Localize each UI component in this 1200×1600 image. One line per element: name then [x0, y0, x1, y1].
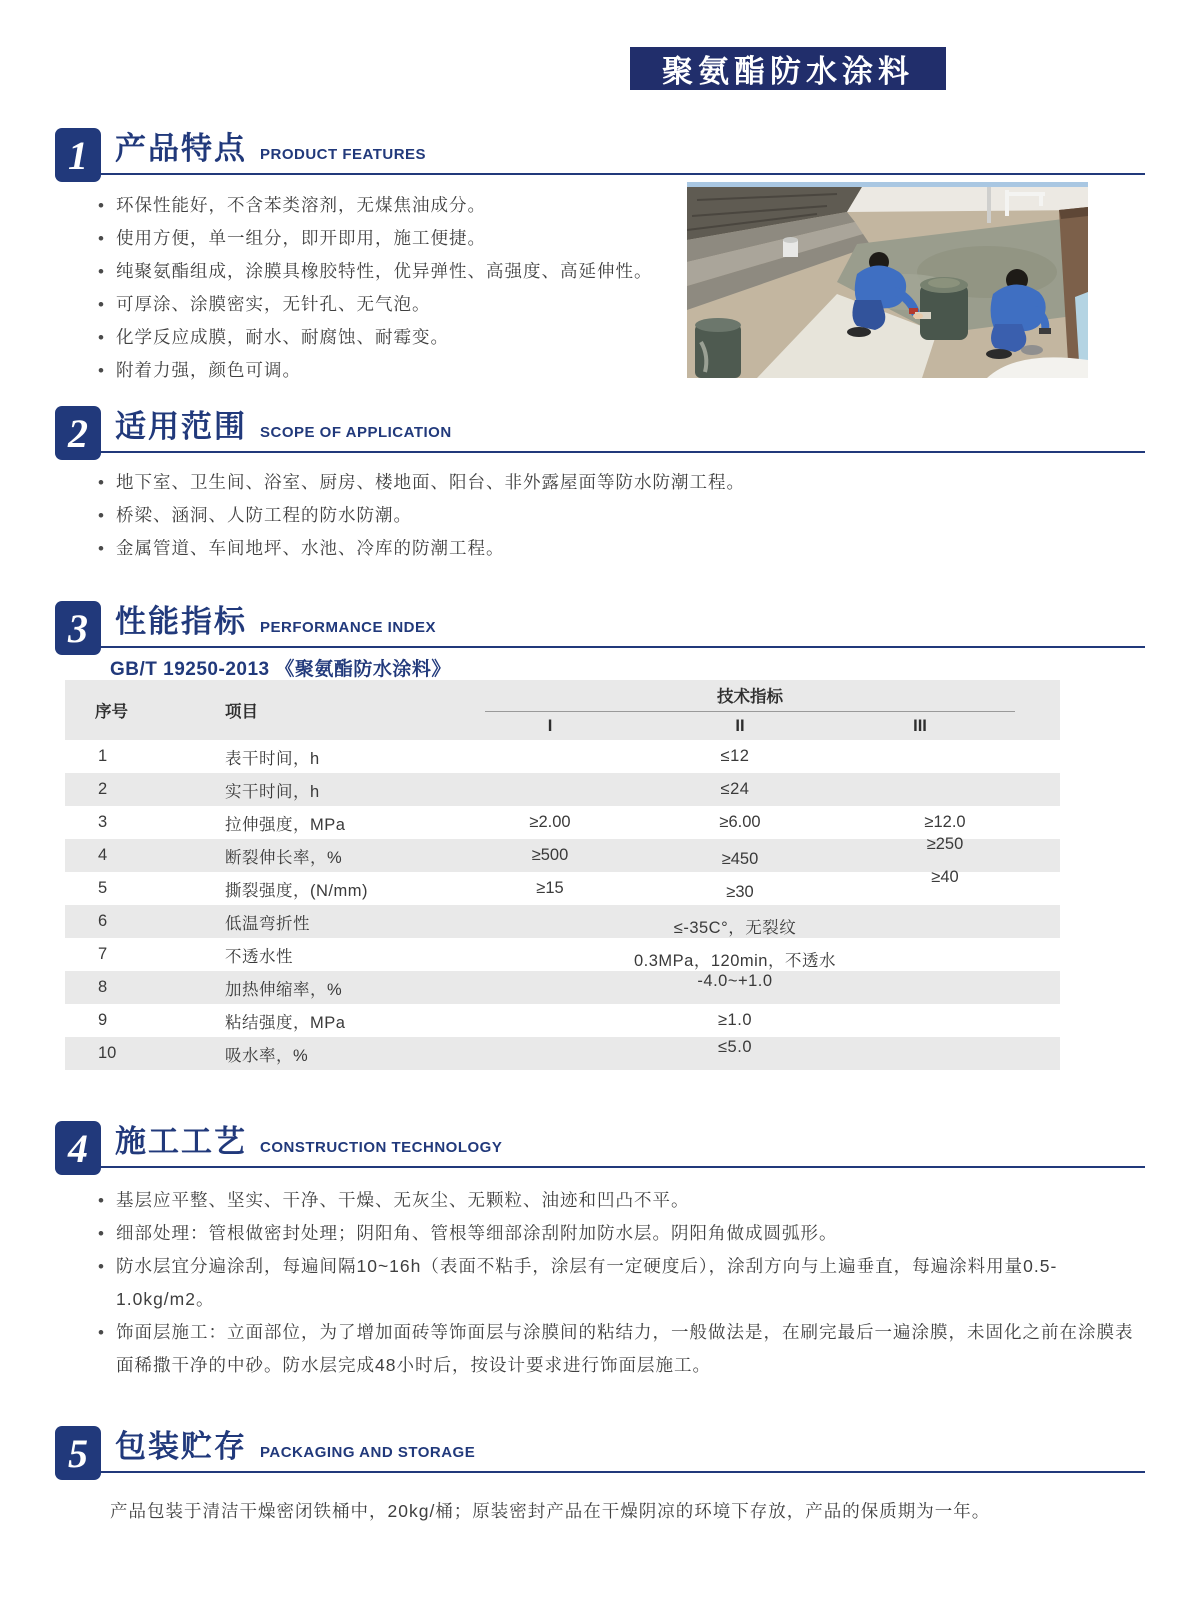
section-5-title-cn: 包装贮存 — [115, 1429, 247, 1464]
section-4-number-badge — [55, 1121, 101, 1175]
table-header — [65, 680, 1060, 740]
section-5-number-badge — [55, 1426, 101, 1480]
column-header-no: 序号 — [95, 703, 128, 721]
product-photo — [687, 182, 1088, 378]
table-row — [65, 1037, 1060, 1070]
list-item: • 防水层宜分遍涂刮，每遍间隔10~16h（表面不粘手，涂层有一定硬度后），涂刮方向与上遍垂直，每遍涂料用量0.5-1.0kg/m2。 — [96, 1250, 1146, 1316]
row-value: ≤5.0 — [718, 1038, 752, 1056]
column-header-I: I — [547, 716, 553, 735]
section-1-title-en: PRODUCT FEATURES — [260, 146, 427, 163]
row-item: 加热伸缩率，% — [225, 980, 343, 999]
page-title: 聚氨酯防水涂料 — [630, 47, 946, 90]
table-row — [65, 1004, 1060, 1037]
list-item: • 地下室、卫生间、浴室、厨房、楼地面、阳台、非外露屋面等防水防潮工程。 — [96, 466, 1096, 499]
row-value-II: ≥6.00 — [719, 813, 761, 831]
section-2-titles — [101, 401, 1145, 453]
list-item: • 环保性能好，不含苯类溶剂，无煤焦油成分。 — [96, 189, 686, 222]
section-2-header — [55, 401, 1145, 456]
row-no: 10 — [98, 1044, 117, 1062]
row-no: 1 — [98, 747, 108, 765]
section-3-titles — [101, 596, 1145, 648]
column-header-III: III — [913, 716, 927, 735]
row-item: 粘结强度，MPa — [225, 1013, 346, 1032]
section-number: 3 — [68, 605, 88, 651]
section-number: 2 — [68, 410, 88, 456]
row-no: 3 — [98, 813, 108, 831]
column-header-item: 项目 — [225, 703, 258, 721]
row-no: 2 — [98, 780, 108, 798]
section-number: 4 — [68, 1125, 88, 1171]
section-number: 5 — [68, 1430, 88, 1476]
row-value-I: ≥500 — [531, 846, 569, 864]
column-header-II: II — [735, 716, 745, 735]
section-1-header — [55, 123, 1145, 178]
row-no: 4 — [98, 846, 108, 864]
performance-index-table — [65, 680, 1060, 1070]
row-item: 不透水性 — [225, 947, 293, 966]
row-value-II: ≥450 — [721, 850, 759, 868]
list-item: • 金属管道、车间地坪、水池、冷库的防潮工程。 — [96, 532, 1096, 565]
row-value: ≤24 — [720, 780, 750, 798]
row-item: 吸水率，% — [225, 1046, 309, 1065]
row-no: 9 — [98, 1011, 108, 1029]
section-2-title-cn: 适用范围 — [115, 409, 247, 444]
row-value: 0.3MPa，120min，不透水 — [634, 951, 836, 970]
list-item: • 基层应平整、坚实、干净、干燥、无灰尘、无颗粒、油迹和凹凸不平。 — [96, 1184, 1146, 1217]
row-value: ≤-35C°，无裂纹 — [673, 918, 797, 937]
list-item: • 纯聚氨酯组成，涂膜具橡胶特性，优异弹性、高强度、高延伸性。 — [96, 255, 686, 288]
construction-technology-list — [96, 1184, 1146, 1382]
section-3-number-badge — [55, 601, 101, 655]
list-item: • 附着力强，颜色可调。 — [96, 354, 686, 387]
section-2-title-en: SCOPE OF APPLICATION — [260, 424, 452, 441]
row-item: 撕裂强度，(N/mm) — [225, 881, 368, 900]
table-row — [65, 740, 1060, 773]
section-4-title-cn: 施工工艺 — [115, 1124, 247, 1159]
row-item: 拉伸强度，MPa — [225, 815, 346, 834]
packaging-storage-text: 产品包装于清洁干燥密闭铁桶中，20kg/桶；原装密封产品在干燥阴凉的环境下存放，产品的保质期为一年。 — [110, 1501, 991, 1521]
table-row — [65, 905, 1060, 938]
row-value-I: ≥15 — [536, 879, 564, 897]
section-5-header — [55, 1421, 1145, 1476]
section-4-title-en: CONSTRUCTION TECHNOLOGY — [260, 1139, 503, 1156]
list-item: • 桥梁、涵洞、人防工程的防水防潮。 — [96, 499, 1096, 532]
row-value-III: ≥12.0 — [924, 813, 966, 831]
row-item: 断裂伸长率，% — [225, 848, 343, 867]
table-row — [65, 971, 1060, 1004]
row-value-III: ≥40 — [931, 868, 959, 886]
row-no: 8 — [98, 978, 108, 996]
row-item: 表干时间，h — [225, 749, 320, 768]
standard-reference: GB/T 19250-2013 《聚氨酯防水涂料》 — [110, 659, 451, 680]
table-row — [65, 868, 1060, 905]
row-no: 6 — [98, 912, 108, 930]
scope-of-application-list — [96, 466, 1096, 565]
table-row — [65, 773, 1060, 806]
section-4-titles — [101, 1116, 1145, 1168]
row-item: 低温弯折性 — [225, 914, 310, 933]
list-item: • 使用方便，单一组分，即开即用，施工便捷。 — [96, 222, 686, 255]
section-3-title-en: PERFORMANCE INDEX — [260, 619, 437, 636]
section-5-titles — [101, 1421, 1145, 1473]
row-value: ≥1.0 — [718, 1011, 752, 1029]
list-item: • 细部处理：管根做密封处理；阴阳角、管根等细部涂刮附加防水层。阴阳角做成圆弧形。 — [96, 1217, 1146, 1250]
section-5-title-en: PACKAGING AND STORAGE — [260, 1444, 476, 1461]
section-3-title-cn: 性能指标 — [115, 604, 247, 639]
row-value: ≤12 — [720, 747, 750, 765]
row-item: 实干时间，h — [225, 782, 320, 801]
section-2-number-badge — [55, 406, 101, 460]
section-1-title-cn: 产品特点 — [115, 131, 247, 166]
roof-coating-scene — [687, 182, 1088, 378]
row-value-II: ≥30 — [726, 883, 754, 901]
list-item: • 可厚涂、涂膜密实，无针孔、无气泡。 — [96, 288, 686, 321]
section-1-titles — [101, 123, 1145, 175]
column-header-group: 技术指标 — [485, 680, 1015, 712]
list-item: • 饰面层施工：立面部位，为了增加面砖等饰面层与涂膜间的粘结力，一般做法是，在刷完最后一遍涂膜，未固化之前在涂膜表面稀撒干净的中砂。防水层完成48小时后，按设计要求进行饰面层施工。 — [96, 1316, 1146, 1382]
table-row — [65, 938, 1060, 971]
row-value-I: ≥2.00 — [529, 813, 571, 831]
row-value: -4.0~+1.0 — [697, 972, 773, 990]
product-features-list — [96, 189, 686, 387]
row-no: 7 — [98, 945, 108, 963]
row-no: 5 — [98, 879, 108, 897]
section-4-header — [55, 1116, 1145, 1171]
list-item: • 化学反应成膜，耐水、耐腐蚀、耐霉变。 — [96, 321, 686, 354]
section-3-header — [55, 596, 1145, 651]
section-1-number-badge — [55, 128, 101, 182]
row-value-III: ≥250 — [926, 835, 964, 853]
section-number: 1 — [68, 132, 88, 178]
